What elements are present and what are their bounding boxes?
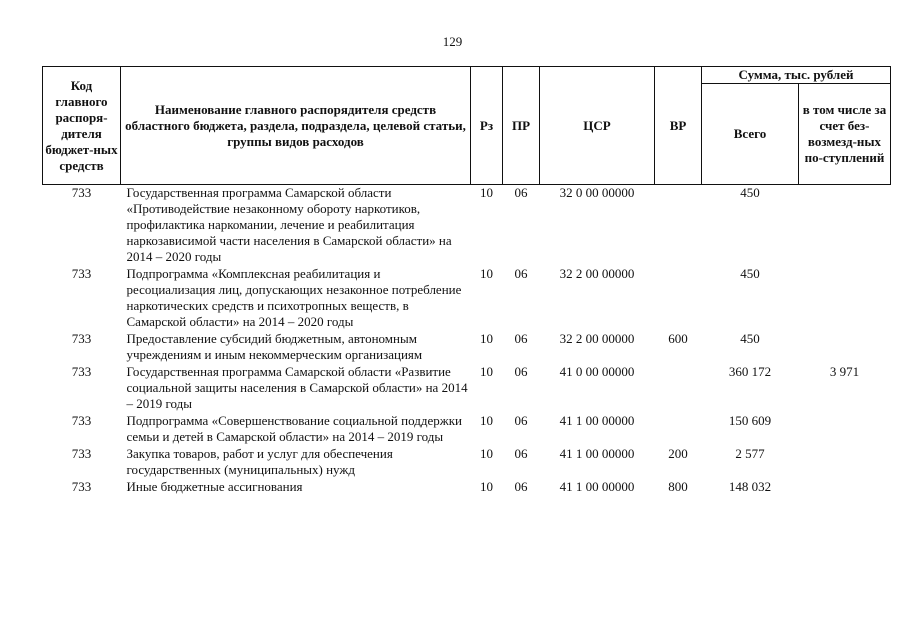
header-csr: ЦСР <box>540 67 655 185</box>
cell-name: Государственная программа Самарской области «Противодействие незаконному обороту наркотиков, профилактика наркомании, лечение и реабилитация наркозависимой части населения в Самарской области» на 2014 – 2020 годы <box>126 185 452 264</box>
header-code: Код главного распоря-дителя бюджет-ных средств <box>43 67 121 185</box>
cell-vr <box>655 266 702 331</box>
header-total: Всего <box>702 84 799 185</box>
cell-csr: 32 2 00 00000 <box>559 266 635 281</box>
header-free: в том числе за счет без-возмезд-ных по-ступлений <box>799 84 891 185</box>
cell-pr: 06 <box>514 446 528 461</box>
table-row <box>43 185 891 267</box>
cell-code: 733 <box>71 266 92 281</box>
cell-pr: 06 <box>514 364 528 379</box>
cell-code: 733 <box>71 413 92 428</box>
cell-rz: 10 <box>480 446 493 461</box>
cell-csr: 41 1 00 00000 <box>559 413 635 428</box>
cell-name: Закупка товаров, работ и услуг для обеспечения государственных (муниципальных) нужд <box>126 446 393 477</box>
budget-table <box>42 66 891 496</box>
table-row <box>43 331 891 364</box>
cell-free: 3 971 <box>829 364 860 379</box>
cell-vr <box>655 364 702 413</box>
cell-name: Иные бюджетные ассигнования <box>126 479 303 494</box>
cell-vr: 600 <box>668 331 688 346</box>
table-row <box>43 479 891 496</box>
cell-total: 150 609 <box>728 413 772 428</box>
cell-free <box>799 413 891 446</box>
cell-total: 148 032 <box>728 479 772 494</box>
cell-name: Государственная программа Самарской области «Развитие социальной защиты населения в Самарской области» на 2014 – 2019 годы <box>126 364 468 411</box>
cell-vr <box>655 185 702 267</box>
header-pr: ПР <box>503 67 540 185</box>
cell-rz: 10 <box>480 413 493 428</box>
header-sum-group: Сумма, тыс. рублей <box>702 67 891 84</box>
cell-pr: 06 <box>514 266 528 281</box>
cell-total: 450 <box>740 185 760 200</box>
cell-csr: 32 2 00 00000 <box>559 331 635 346</box>
cell-rz: 10 <box>480 479 493 494</box>
cell-total: 450 <box>740 266 760 281</box>
header-rz: Рз <box>471 67 503 185</box>
cell-vr: 200 <box>668 446 688 461</box>
cell-code: 733 <box>71 446 92 461</box>
table-body <box>43 185 891 497</box>
cell-name: Подпрограмма «Комплексная реабилитация и ресоциализация лиц, допускающих незаконное потребление наркотических средств и психотропных веществ, в Самарской области» на 2014 – 2020 годы <box>126 266 462 329</box>
table-row <box>43 413 891 446</box>
cell-code: 733 <box>71 479 92 494</box>
cell-vr: 800 <box>668 479 688 494</box>
header-name: Наименование главного распорядителя средств областного бюджета, раздела, подраздела, целевой статьи, группы видов расходов <box>121 67 471 185</box>
cell-total: 2 577 <box>735 446 765 461</box>
cell-free <box>799 479 891 496</box>
cell-name: Предоставление субсидий бюджетным, автономным учреждениям и иным некоммерческим организациям <box>126 331 423 362</box>
cell-free <box>799 185 891 267</box>
cell-code: 733 <box>71 185 92 200</box>
cell-vr <box>655 413 702 446</box>
header-vr: ВР <box>655 67 702 185</box>
cell-csr: 41 1 00 00000 <box>559 479 635 494</box>
cell-name: Подпрограмма «Совершенствование социальной поддержки семьи и детей в Самарской области» на 2014 – 2019 годы <box>126 413 462 444</box>
cell-csr: 32 0 00 00000 <box>559 185 635 200</box>
cell-rz: 10 <box>480 266 493 281</box>
cell-free <box>799 266 891 331</box>
page-number: 129 <box>442 34 463 49</box>
cell-total: 450 <box>740 331 760 346</box>
cell-code: 733 <box>71 364 92 379</box>
table-row <box>43 364 891 413</box>
cell-pr: 06 <box>514 413 528 428</box>
cell-pr: 06 <box>514 331 528 346</box>
cell-csr: 41 0 00 00000 <box>559 364 635 379</box>
cell-csr: 41 1 00 00000 <box>559 446 635 461</box>
cell-rz: 10 <box>480 185 493 200</box>
table-row <box>43 266 891 331</box>
table-header <box>43 67 891 185</box>
cell-free <box>799 446 891 479</box>
cell-pr: 06 <box>514 185 528 200</box>
cell-code: 733 <box>71 331 92 346</box>
table-row <box>43 446 891 479</box>
cell-rz: 10 <box>480 364 493 379</box>
cell-total: 360 172 <box>728 364 772 379</box>
cell-rz: 10 <box>480 331 493 346</box>
cell-pr: 06 <box>514 479 528 494</box>
cell-free <box>799 331 891 364</box>
